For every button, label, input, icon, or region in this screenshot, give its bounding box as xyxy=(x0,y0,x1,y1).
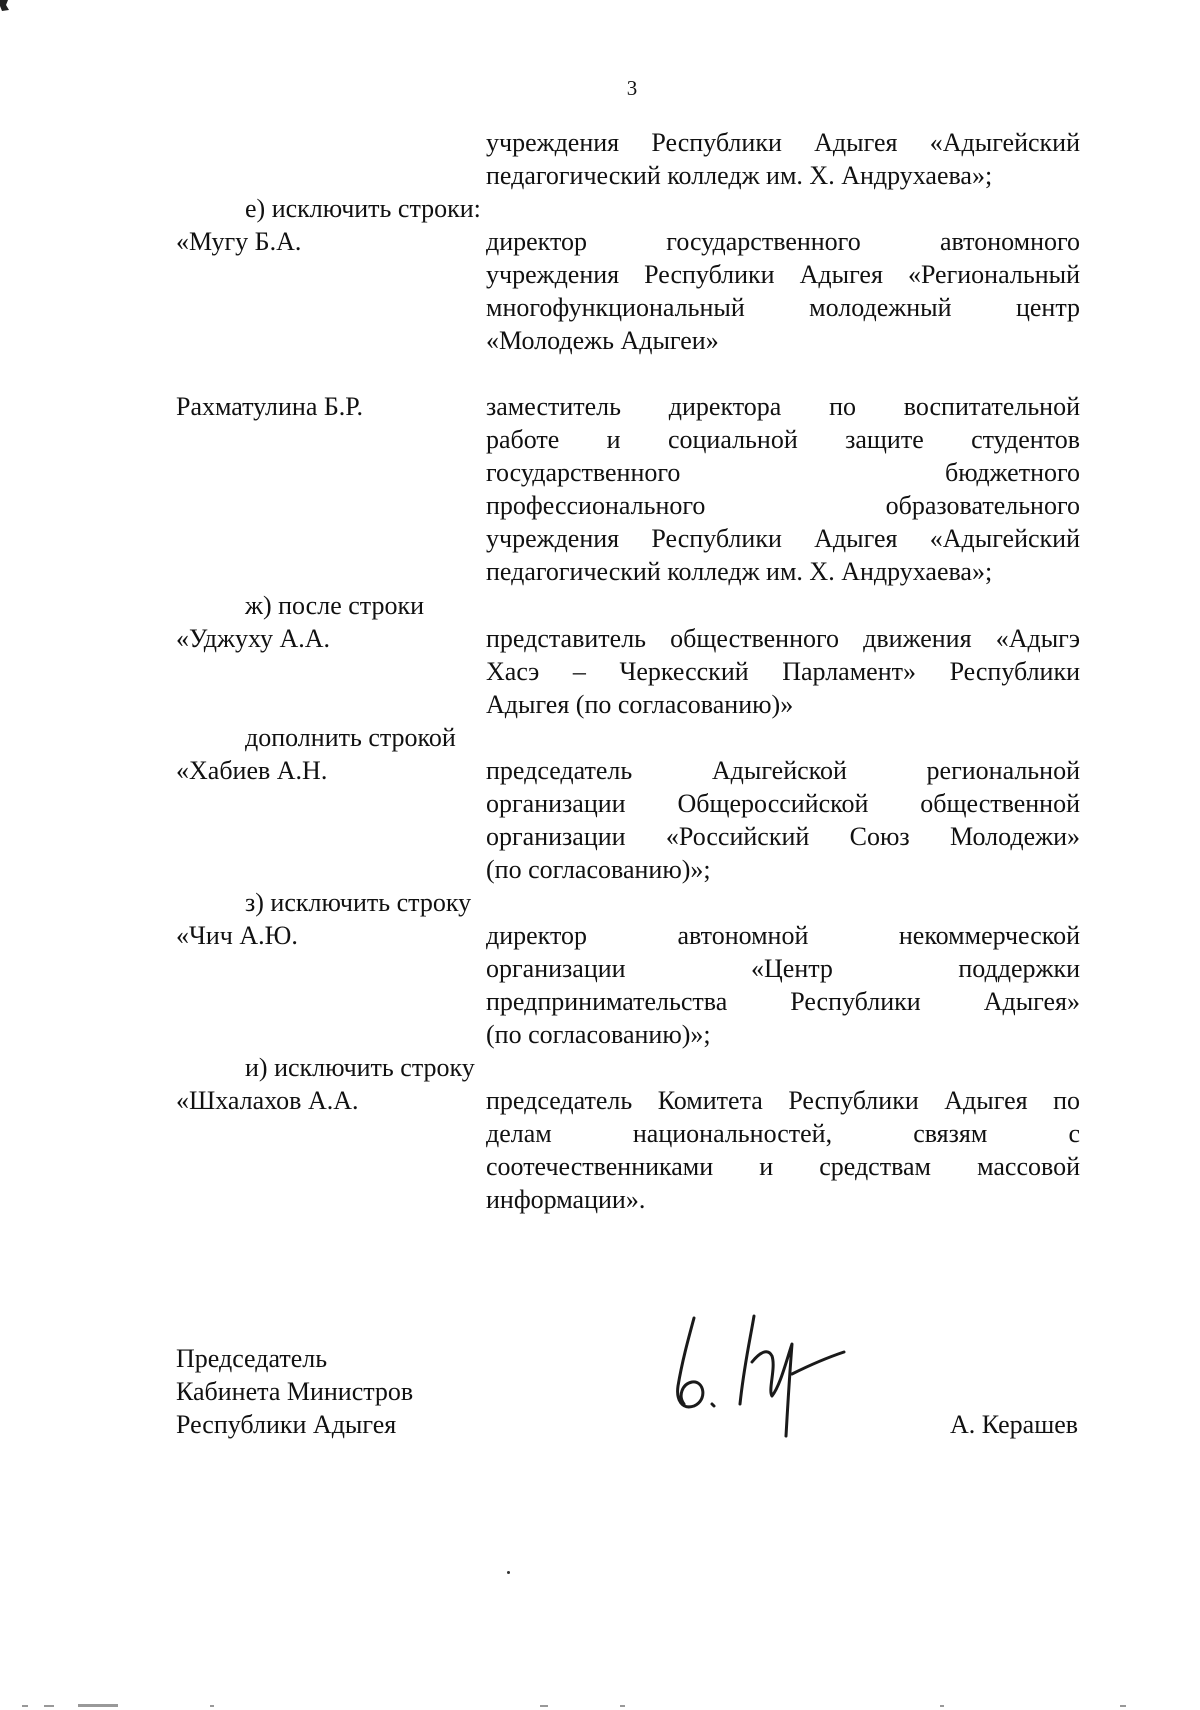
page-number: 3 xyxy=(626,76,638,100)
entry-name-shkhalakhov: «Шхалахов А.А. xyxy=(176,1086,359,1115)
scan-speck xyxy=(507,1571,510,1574)
desc-line: «Молодежь Адыгеи» xyxy=(486,326,719,355)
desc-line: директор автономной некоммерческой xyxy=(486,921,1080,950)
desc-line: директор государственного автономного xyxy=(486,227,1080,256)
desc-line: (по согласованию)»; xyxy=(486,1020,711,1049)
desc-line: председатель Комитета Республики Адыгея по xyxy=(486,1086,1080,1115)
entry-desc-rakhmatulina xyxy=(486,390,1080,588)
entry-desc-chich xyxy=(486,919,1080,1051)
entry-desc-shkhalakhov xyxy=(486,1084,1080,1216)
desc-line: Хасэ – Черкесский Парламент» Республики xyxy=(486,657,1080,686)
desc-line: председатель Адыгейской региональной xyxy=(486,756,1080,785)
instruction-i: и) исключить строку xyxy=(245,1053,475,1082)
desc-line: организации Общероссийской общественной xyxy=(486,789,1080,818)
instruction-e: е) исключить строки: xyxy=(245,194,481,223)
desc-line: предпринимательства Республики Адыгея» xyxy=(486,987,1080,1016)
desc-line: (по согласованию)»; xyxy=(486,855,711,884)
desc-line: педагогический колледж им. Х. Андрухаева»; xyxy=(486,161,993,190)
entry-desc-khabiev xyxy=(486,754,1080,886)
signatory-name: А. Керашев xyxy=(950,1410,1079,1439)
signatory-title-line: Председатель xyxy=(176,1344,328,1373)
desc-line: работе и социальной защите студентов xyxy=(486,425,1080,454)
signatory-title-line: Кабинета Министров xyxy=(176,1377,414,1406)
entry-name-chich: «Чич А.Ю. xyxy=(176,921,298,950)
continuation-text xyxy=(486,126,1080,192)
entry-name-rakhmatulina: Рахматулина Б.Р. xyxy=(176,392,364,421)
entry-desc-udzhukhu xyxy=(486,622,1080,721)
desc-line: представитель общественного движения «Адыгэ xyxy=(486,624,1080,653)
desc-line: Адыгея (по согласованию)» xyxy=(486,690,794,719)
desc-line: делам национальностей, связям с xyxy=(486,1119,1080,1148)
desc-line: педагогический колледж им. Х. Андрухаева»; xyxy=(486,557,993,586)
desc-line: многофункциональный молодежный центр xyxy=(486,293,1080,322)
signatory-title xyxy=(176,1342,413,1441)
signatory-title-line: Республики Адыгея xyxy=(176,1410,397,1439)
scan-corner-mark xyxy=(0,0,10,12)
entry-name-udzhukhu: «Уджуху А.А. xyxy=(176,624,331,653)
handwritten-signature xyxy=(668,1300,848,1440)
desc-line: учреждения Республики Адыгея «Адыгейский xyxy=(486,128,1080,157)
entry-name-khabiev: «Хабиев А.Н. xyxy=(176,756,328,785)
entry-name-mugu: «Мугу Б.А. xyxy=(176,227,302,256)
entry-desc-mugu xyxy=(486,225,1080,357)
desc-line: организации «Российский Союз Молодежи» xyxy=(486,822,1080,851)
desc-line: учреждения Республики Адыгея «Адыгейский xyxy=(486,524,1080,553)
desc-line: учреждения Республики Адыгея «Региональный xyxy=(486,260,1080,289)
instruction-zh: ж) после строки xyxy=(245,591,425,620)
instruction-z: з) исключить строку xyxy=(245,888,472,917)
desc-line: информации». xyxy=(486,1185,646,1214)
desc-line: профессионального образовательного xyxy=(486,491,1080,520)
desc-line: заместитель директора по воспитательной xyxy=(486,392,1080,421)
desc-line: государственного бюджетного xyxy=(486,458,1080,487)
instruction-add: дополнить строкой xyxy=(245,723,456,752)
scan-edge-noise xyxy=(0,1702,1200,1710)
desc-line: организации «Центр поддержки xyxy=(486,954,1080,983)
desc-line: соотечественниками и средствам массовой xyxy=(486,1152,1080,1181)
